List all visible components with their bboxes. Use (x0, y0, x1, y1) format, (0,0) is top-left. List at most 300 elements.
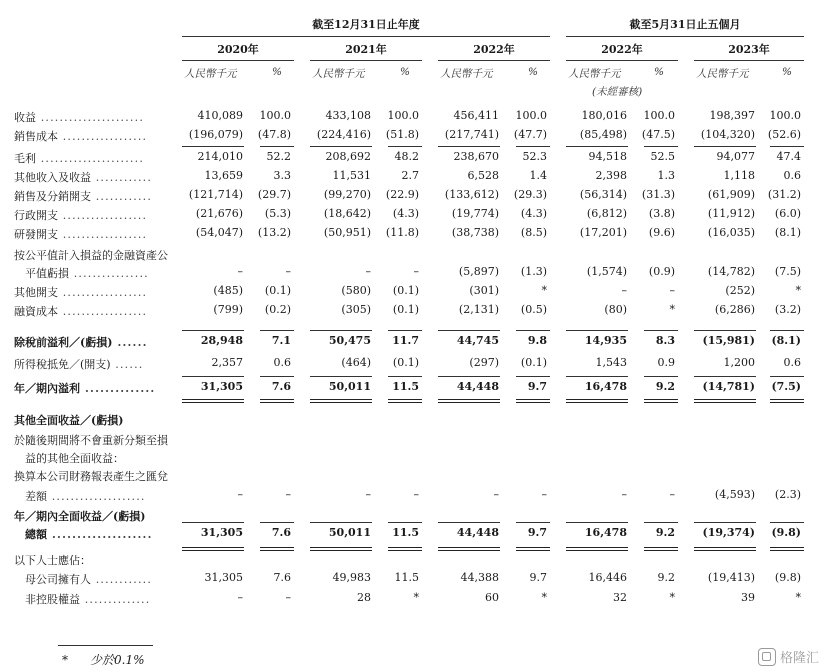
row-label (14, 284, 147, 300)
subtotal-rule (438, 547, 500, 548)
percent-cell: 52.5 (650, 150, 675, 163)
percent-cell: (3.8) (648, 207, 675, 220)
table-row (0, 468, 831, 486)
percent-cell: – (669, 488, 675, 501)
table-row (0, 128, 831, 146)
leader-dots: ............ (91, 171, 153, 184)
unit-pct: % (400, 66, 410, 78)
subtotal-rule (438, 376, 500, 377)
amount-cell: (5,897) (458, 265, 499, 278)
subtotal-rule (310, 550, 372, 551)
amount-cell: 410,089 (197, 109, 243, 122)
row-label-text: 益的其他全面收益： (14, 452, 124, 465)
subtotal-rule (310, 146, 372, 147)
subtotal-rule (260, 330, 294, 331)
subtotal-rule (438, 522, 500, 523)
footnote (62, 651, 145, 668)
percent-cell: (31.3) (641, 188, 675, 201)
subtotal-rule (566, 330, 628, 331)
amount-cell: (6,812) (586, 207, 627, 220)
percent-cell: 9.2 (655, 380, 675, 393)
percent-cell: (9.8) (771, 526, 801, 539)
subtotal-rule (516, 522, 550, 523)
subtotal-rule (770, 330, 804, 331)
amount-cell: 31,305 (200, 526, 243, 539)
subtotal-rule (182, 522, 244, 523)
watermark-text: 格隆汇 (779, 651, 819, 666)
amount-cell: (2,131) (458, 303, 499, 316)
row-label (14, 432, 168, 448)
amount-cell: 44,388 (460, 571, 499, 584)
amount-cell: 1,118 (723, 169, 755, 182)
subtotal-rule (694, 550, 756, 551)
amount-cell: 16,478 (584, 526, 627, 539)
row-label-text: 行政開支 (14, 209, 58, 222)
percent-cell: 9.2 (657, 571, 675, 584)
amount-cell: (16,035) (707, 226, 755, 239)
amount-cell: 214,010 (197, 150, 243, 163)
percent-cell: 0.9 (657, 356, 675, 369)
table-row (0, 432, 831, 450)
table-row (0, 109, 831, 127)
amount-cell: (104,320) (700, 128, 755, 141)
amount-cell: 14,935 (584, 334, 627, 347)
amount-cell: – (621, 488, 627, 501)
unit-pct: % (528, 66, 538, 78)
percent-cell: 0.6 (783, 356, 801, 369)
amount-cell: (799) (213, 303, 243, 316)
amount-cell: (224,416) (316, 128, 371, 141)
amount-cell: 433,108 (325, 109, 371, 122)
leader-dots: .................. (58, 228, 148, 241)
year-header-2022-5m: 2022年 (601, 43, 643, 56)
subtotal-rule (516, 399, 550, 400)
amount-cell: (196,079) (188, 128, 243, 141)
amount-cell: (14,782) (707, 265, 755, 278)
subtotal-rule (182, 547, 244, 548)
percent-cell: 7.6 (273, 571, 291, 584)
leader-dots: .................. (58, 286, 148, 299)
subtotal-rule (438, 146, 500, 147)
table-row (0, 571, 831, 589)
row-label (14, 265, 149, 281)
subtotal-rule (644, 522, 678, 523)
percent-cell: 52.2 (266, 150, 291, 163)
subtotal-rule (182, 376, 244, 377)
amount-cell: – (237, 591, 243, 604)
subtotal-rule (438, 550, 500, 551)
row-label-text: 差額 (14, 490, 47, 503)
amount-cell: (6,286) (714, 303, 755, 316)
percent-cell: * (541, 591, 547, 604)
percent-cell: 7.1 (271, 334, 291, 347)
unit-rmb: 人民幣千元 (312, 68, 365, 80)
amount-cell: 198,397 (709, 109, 755, 122)
percent-cell: 7.6 (271, 380, 291, 393)
row-label (14, 591, 150, 607)
amount-cell: 50,475 (328, 334, 371, 347)
subtotal-rule (260, 399, 294, 400)
amount-cell: (121,714) (188, 188, 243, 201)
subtotal-rule (516, 550, 550, 551)
table-row (0, 526, 831, 544)
row-label (14, 169, 152, 185)
subtotal-rule (516, 376, 550, 377)
row-label (14, 109, 144, 125)
subtotal-rule (644, 550, 678, 551)
row-label-text: 銷售成本 (14, 130, 58, 143)
row-label-text: 其他開支 (14, 286, 58, 299)
footnote-symbol: * (62, 653, 68, 667)
subtotal-rule (566, 376, 628, 377)
amount-cell: 16,478 (584, 380, 627, 393)
percent-cell: (9.6) (648, 226, 675, 239)
percent-cell: 100.0 (387, 109, 419, 122)
subtotal-rule (694, 399, 756, 400)
subtotal-rule (644, 376, 678, 377)
unit-rmb: 人民幣千元 (440, 68, 493, 80)
percent-cell: – (413, 265, 419, 278)
row-label-text: 所得稅抵免／(開支) (14, 358, 111, 371)
percent-cell: 100.0 (643, 109, 675, 122)
amount-cell: 32 (613, 591, 627, 604)
percent-cell: 52.3 (522, 150, 547, 163)
percent-cell: (2.3) (774, 488, 801, 501)
subtotal-rule (770, 550, 804, 551)
subtotal-rule (182, 330, 244, 331)
percent-cell: * (413, 591, 419, 604)
amount-cell: 28,948 (200, 334, 243, 347)
percent-cell: – (285, 488, 291, 501)
amount-cell: (1,574) (586, 265, 627, 278)
unit-pct: % (782, 66, 792, 78)
subtotal-rule (694, 402, 756, 403)
amount-cell: (50,951) (323, 226, 371, 239)
percent-cell: (0.1) (392, 284, 419, 297)
amount-cell: (38,738) (451, 226, 499, 239)
row-label (14, 356, 143, 372)
percent-cell: – (541, 488, 547, 501)
percent-cell: (13.2) (257, 226, 291, 239)
watermark-logo-icon (758, 648, 776, 666)
percent-cell: (22.9) (385, 188, 419, 201)
table-row (0, 303, 831, 321)
percent-cell: 11.5 (392, 380, 419, 393)
subtotal-rule (260, 522, 294, 523)
percent-cell: (11.8) (385, 226, 419, 239)
percent-cell: 100.0 (259, 109, 291, 122)
table-row (0, 188, 831, 206)
leader-dots: ............ (91, 573, 153, 586)
unaudited-note: (未經審核) (592, 86, 643, 98)
subtotal-rule (694, 146, 756, 147)
amount-cell: 94,077 (716, 150, 755, 163)
amount-cell: (4,593) (714, 488, 755, 501)
leader-dots: .................. (58, 209, 148, 222)
percent-cell: 9.7 (527, 380, 547, 393)
percent-cell: (7.5) (774, 265, 801, 278)
group-header-year: 截至12月31日止年度 (312, 18, 420, 31)
amount-cell: 1,200 (723, 356, 755, 369)
leader-dots: .................... (47, 490, 146, 503)
subtotal-rule (260, 550, 294, 551)
table-row (0, 265, 831, 283)
subtotal-rule (516, 330, 550, 331)
row-label-text: 銷售及分銷開支 (14, 190, 91, 203)
subtotal-rule (182, 146, 244, 147)
subtotal-rule (694, 376, 756, 377)
subtotal-rule (182, 402, 244, 403)
percent-cell: 2.7 (401, 169, 419, 182)
table-row (0, 169, 831, 187)
percent-cell: 48.2 (394, 150, 419, 163)
subtotal-rule (566, 402, 628, 403)
amount-cell: 2,357 (211, 356, 243, 369)
percent-cell: – (413, 488, 419, 501)
subtotal-rule (566, 399, 628, 400)
row-label (14, 526, 153, 542)
table-row (0, 226, 831, 244)
subtotal-rule (388, 376, 422, 377)
subtotal-rule (182, 399, 244, 400)
percent-cell: 9.2 (655, 526, 675, 539)
percent-cell: (7.5) (771, 380, 801, 393)
year-header-2023-5m: 2023年 (728, 43, 770, 56)
amount-cell: 28 (357, 591, 371, 604)
percent-cell: 9.7 (527, 526, 547, 539)
leader-dots: ...... (110, 358, 144, 371)
amount-cell: 31,305 (200, 380, 243, 393)
percent-cell: (0.1) (520, 356, 547, 369)
subtotal-rule (566, 547, 628, 548)
unit-rmb: 人民幣千元 (696, 68, 749, 80)
percent-cell: – (285, 265, 291, 278)
subtotal-rule (438, 402, 500, 403)
subtotal-rule (644, 399, 678, 400)
leader-dots: .................... (47, 528, 153, 541)
row-label (14, 303, 147, 319)
percent-cell: 11.5 (392, 526, 419, 539)
percent-cell: (0.1) (392, 356, 419, 369)
amount-cell: (15,981) (702, 334, 755, 347)
percent-cell: (8.1) (774, 226, 801, 239)
subtotal-rule (566, 522, 628, 523)
subtotal-rule (694, 522, 756, 523)
subtotal-rule (694, 330, 756, 331)
subtotal-rule (310, 402, 372, 403)
year-header-2020: 2020年 (217, 43, 259, 56)
row-label (14, 571, 152, 587)
amount-cell: 1,543 (595, 356, 627, 369)
row-label (14, 508, 145, 524)
percent-cell: (6.0) (774, 207, 801, 220)
table-row (0, 356, 831, 374)
percent-cell: (29.7) (257, 188, 291, 201)
percent-cell: 8.3 (655, 334, 675, 347)
table-row (0, 380, 831, 398)
amount-cell: (21,676) (195, 207, 243, 220)
row-label-text: 於隨後期間將不會重新分類至損 (14, 434, 168, 447)
percent-cell: 47.4 (776, 150, 801, 163)
row-label (14, 488, 146, 504)
amount-cell: 2,398 (595, 169, 627, 182)
amount-cell: (14,781) (702, 380, 755, 393)
row-label (14, 468, 168, 484)
row-label-text: 其他收入及收益 (14, 171, 91, 184)
subtotal-rule (310, 376, 372, 377)
amount-cell: (19,774) (451, 207, 499, 220)
subtotal-rule (260, 547, 294, 548)
subtotal-rule (388, 330, 422, 331)
subtotal-rule (260, 402, 294, 403)
percent-cell: (31.2) (767, 188, 801, 201)
amount-cell: 456,411 (453, 109, 499, 122)
subtotal-rule (310, 547, 372, 548)
percent-cell: (47.7) (513, 128, 547, 141)
amount-cell: – (493, 488, 499, 501)
amount-cell: (19,413) (707, 571, 755, 584)
percent-cell: (47.8) (257, 128, 291, 141)
row-label-text: 除稅前溢利／(虧損) (14, 336, 113, 349)
percent-cell: (1.3) (520, 265, 547, 278)
unit-pct: % (272, 66, 282, 78)
subtotal-rule (644, 402, 678, 403)
amount-cell: 44,448 (456, 526, 499, 539)
percent-cell: 1.4 (529, 169, 547, 182)
amount-cell: 60 (485, 591, 499, 604)
percent-cell: (0.1) (392, 303, 419, 316)
row-label-text: 換算本公司財務報表產生之匯兌 (14, 470, 168, 483)
subtotal-rule (310, 330, 372, 331)
year-header-2022: 2022年 (473, 43, 515, 56)
unit-pct: % (654, 66, 664, 78)
percent-cell: (8.1) (771, 334, 801, 347)
subtotal-rule (438, 399, 500, 400)
amount-cell: 6,528 (467, 169, 499, 182)
row-label (14, 334, 148, 350)
subtotal-rule (770, 547, 804, 548)
subtotal-rule (182, 550, 244, 551)
percent-cell: (3.2) (774, 303, 801, 316)
percent-cell: 100.0 (515, 109, 547, 122)
table-row (0, 334, 831, 352)
row-label (14, 380, 155, 396)
percent-cell: * (669, 303, 675, 316)
subtotal-rule (770, 399, 804, 400)
percent-cell: (4.3) (520, 207, 547, 220)
table-row (0, 552, 831, 570)
row-label (14, 552, 91, 568)
subtotal-rule (770, 376, 804, 377)
amount-cell: 44,448 (456, 380, 499, 393)
row-label-text: 總額 (14, 528, 47, 541)
table-row (0, 247, 831, 265)
subtotal-rule (260, 146, 294, 147)
amount-cell: (133,612) (444, 188, 499, 201)
amount-cell: 94,518 (588, 150, 627, 163)
year-header-2021: 2021年 (345, 43, 387, 56)
leader-dots: .................. (58, 130, 148, 143)
subtotal-rule (388, 146, 422, 147)
leader-dots: ...................... (36, 111, 145, 124)
amount-cell: (485) (213, 284, 243, 297)
subtotal-rule (694, 547, 756, 548)
leader-dots: .............. (80, 593, 151, 606)
percent-cell: 9.8 (527, 334, 547, 347)
percent-cell: 100.0 (769, 109, 801, 122)
amount-cell: (80) (604, 303, 627, 316)
row-label-text: 母公司擁有人 (14, 573, 91, 586)
row-label-text: 收益 (14, 111, 36, 124)
subtotal-rule (260, 376, 294, 377)
footnote-text: 少於0.1% (90, 653, 145, 667)
amount-cell: 16,446 (588, 571, 627, 584)
amount-cell: (18,642) (323, 207, 371, 220)
percent-cell: – (669, 284, 675, 297)
watermark (758, 647, 819, 666)
subtotal-rule (388, 402, 422, 403)
table-row (0, 207, 831, 225)
amount-cell: (85,498) (579, 128, 627, 141)
percent-cell: (52.6) (767, 128, 801, 141)
table-row (0, 591, 831, 609)
amount-cell: (217,741) (444, 128, 499, 141)
percent-cell: (9.8) (774, 571, 801, 584)
percent-cell: 9.7 (529, 571, 547, 584)
percent-cell: * (795, 284, 801, 297)
amount-cell: (17,201) (579, 226, 627, 239)
leader-dots: .................. (58, 305, 148, 318)
percent-cell: 11.7 (392, 334, 419, 347)
leader-dots: ...... (112, 336, 148, 349)
amount-cell: 49,983 (332, 571, 371, 584)
amount-cell: (580) (341, 284, 371, 297)
amount-cell: – (365, 488, 371, 501)
amount-cell: (56,314) (579, 188, 627, 201)
amount-cell: (301) (469, 284, 499, 297)
amount-cell: 180,016 (581, 109, 627, 122)
subtotal-rule (438, 330, 500, 331)
subtotal-rule (644, 547, 678, 548)
subtotal-rule (770, 402, 804, 403)
percent-cell: (29.3) (513, 188, 547, 201)
leader-dots: ...................... (36, 152, 145, 165)
amount-cell: 50,011 (328, 526, 371, 539)
amount-cell: 11,531 (332, 169, 371, 182)
subtotal-rule (770, 146, 804, 147)
row-label-text: 年／期內溢利 (14, 382, 80, 395)
amount-cell: 50,011 (328, 380, 371, 393)
amount-cell: 31,305 (204, 571, 243, 584)
amount-cell: 208,692 (325, 150, 371, 163)
percent-cell: 11.5 (394, 571, 419, 584)
amount-cell: (54,047) (195, 226, 243, 239)
percent-cell: * (795, 591, 801, 604)
subtotal-rule (516, 547, 550, 548)
subtotal-rule (388, 547, 422, 548)
row-label-text: 非控股權益 (14, 593, 80, 606)
row-label (14, 188, 152, 204)
amount-cell: – (365, 265, 371, 278)
amount-cell: (19,374) (702, 526, 755, 539)
subtotal-rule (770, 522, 804, 523)
subtotal-rule (566, 550, 628, 551)
amount-cell: (252) (725, 284, 755, 297)
amount-cell: – (621, 284, 627, 297)
subtotal-rule (516, 146, 550, 147)
table-row (0, 508, 831, 526)
row-label (14, 128, 147, 144)
